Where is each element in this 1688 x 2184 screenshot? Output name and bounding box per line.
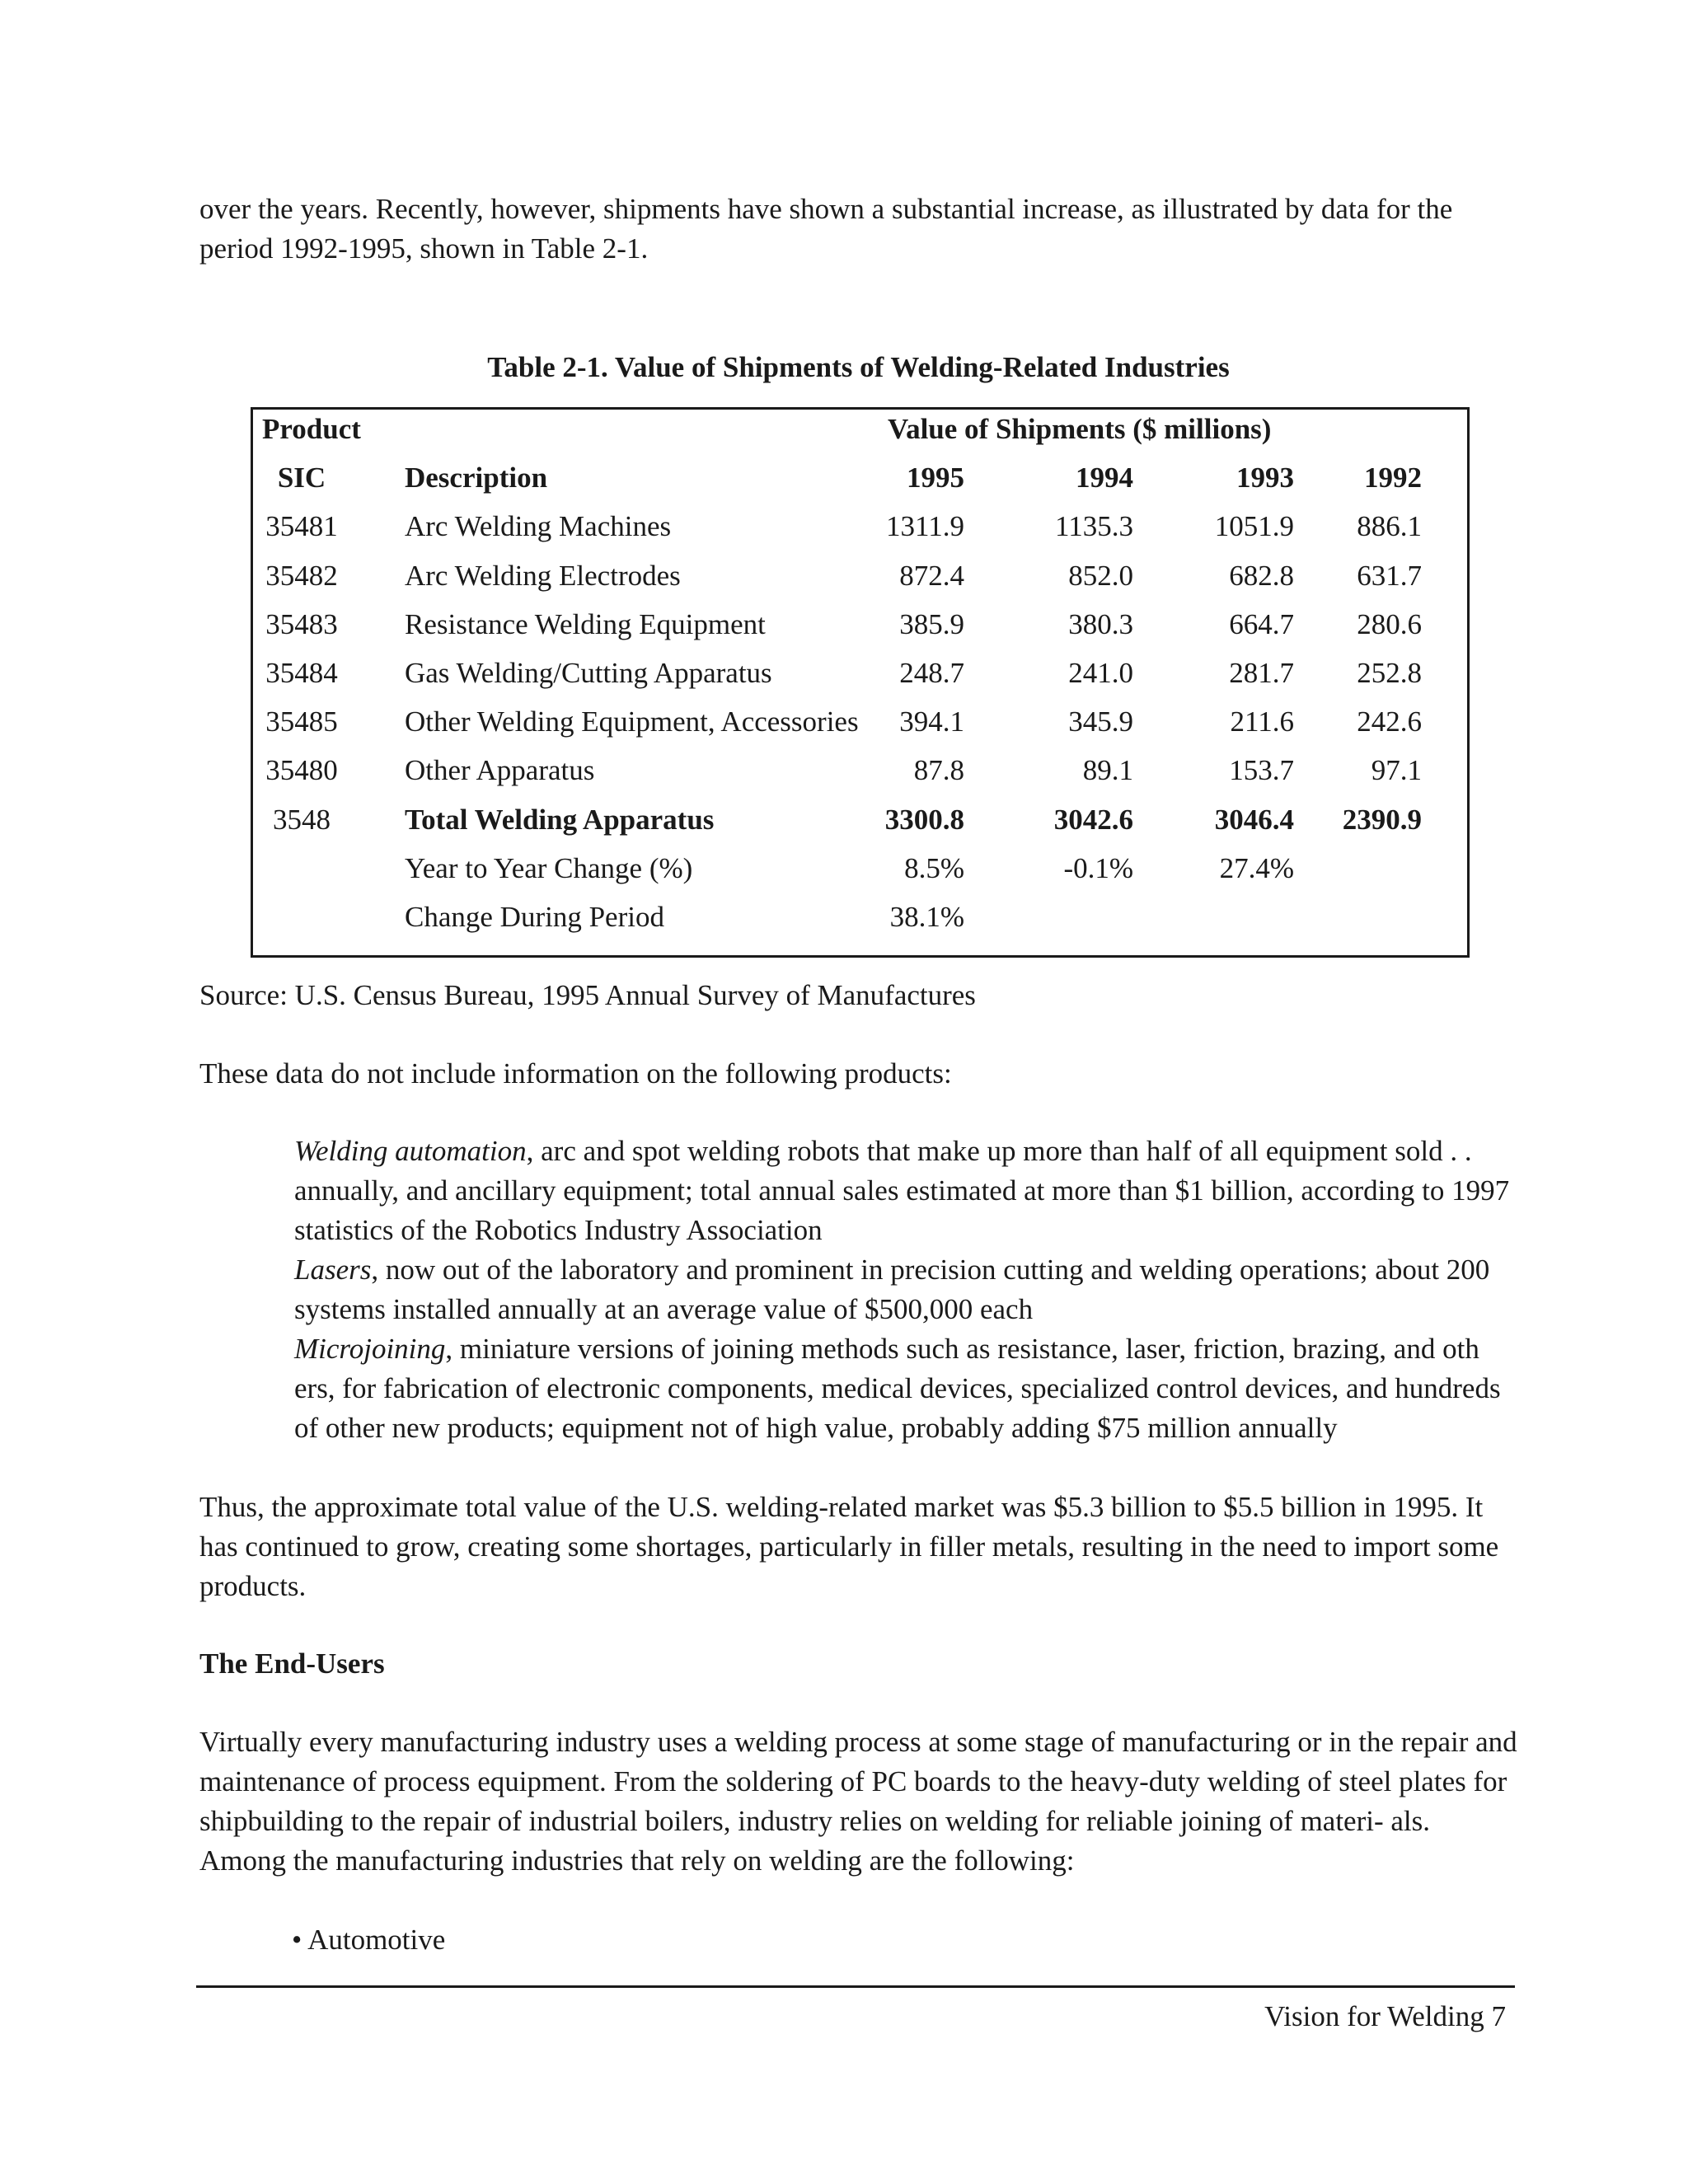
header-year-1992: 1992 xyxy=(1364,462,1422,494)
product-term: Lasers xyxy=(294,1254,372,1286)
row-sic: 35480 xyxy=(265,754,338,786)
period-description: Change During Period xyxy=(405,901,664,933)
product-term: Welding automation xyxy=(294,1135,527,1167)
row-value-1994: 89.1 xyxy=(1082,754,1133,786)
row-value-1995: 1311.9 xyxy=(886,510,964,542)
market-value-paragraph: Thus, the approximate total value of the U.S. welding-related market was $5.3 billion to $5.5 billion in 1995. It has continued to grow, creating some shortages, particularly in filler metals, resulting in the need to import some products. xyxy=(199,1491,1499,1602)
product-term: Microjoining xyxy=(294,1333,446,1365)
row-value-1992: 631.7 xyxy=(1357,560,1422,592)
header-year-1993: 1993 xyxy=(1236,462,1294,494)
row-value-1995: 872.4 xyxy=(899,560,964,592)
row-sic: 35483 xyxy=(265,608,338,640)
row-value-1995: 394.1 xyxy=(899,705,964,738)
row-value-1995: 385.9 xyxy=(899,608,964,640)
total-value-1992: 2390.9 xyxy=(1342,804,1422,836)
list-item xyxy=(294,1250,1522,1329)
row-value-1995: 248.7 xyxy=(899,657,964,689)
row-sic: 35481 xyxy=(265,510,338,542)
row-value-1994: 241.0 xyxy=(1068,657,1133,689)
row-description: Arc Welding Machines xyxy=(405,510,672,542)
row-value-1994: 345.9 xyxy=(1068,705,1133,738)
row-value-1993: 682.8 xyxy=(1229,560,1294,592)
header-year-1995: 1995 xyxy=(907,462,964,494)
header-description: Description xyxy=(405,462,548,494)
row-value-1992: 280.6 xyxy=(1357,608,1422,640)
product-text: , miniature versions of joining methods such as resistance, laser, friction, brazing, and oth ers, for fabrication of electronic components, medical devices, specialized control devices, and hundreds of other new products; equipment not of high value, probably adding $75 million annually xyxy=(294,1333,1501,1444)
page-footer: Vision for Welding 7 xyxy=(1264,2000,1506,2032)
total-sic: 3548 xyxy=(273,804,331,836)
section-heading: The End-Users xyxy=(199,1647,385,1680)
header-year-1994: 1994 xyxy=(1076,462,1133,494)
row-value-1993: 153.7 xyxy=(1229,754,1294,786)
yoy-description: Year to Year Change (%) xyxy=(405,852,693,884)
row-sic: 35484 xyxy=(265,657,338,689)
row-description: Resistance Welding Equipment xyxy=(405,608,766,640)
header-sic: SIC xyxy=(277,462,326,494)
row-value-1993: 664.7 xyxy=(1229,608,1294,640)
total-value-1994: 3042.6 xyxy=(1053,804,1133,836)
source-note: Source: U.S. Census Bureau, 1995 Annual Survey of Manufactures xyxy=(199,979,976,1011)
product-text: , now out of the laboratory and prominent in precision cutting and welding operations; about 200 systems installed annually at an average value of $500,000 each xyxy=(294,1254,1490,1325)
row-value-1992: 242.6 xyxy=(1357,705,1422,738)
footer-rule xyxy=(196,1985,1515,1988)
table-title: Table 2-1. Value of Shipments of Welding-Related Industries xyxy=(487,351,1230,383)
row-description: Other Apparatus xyxy=(405,754,595,786)
list-item xyxy=(294,1329,1522,1448)
end-users-paragraph: Virtually every manufacturing industry uses a welding process at some stage of manufacturing or in the repair and maintenance of process equipment. From the soldering of PC boards to the heavy-duty welding of steel plates for shipbuilding to the repair of industrial boilers, industry relies on welding for reliable joining of materi- als. Among the manufacturing industries that rely on welding are the following: xyxy=(199,1726,1517,1877)
yoy-value-1994: -0.1% xyxy=(1063,852,1133,884)
row-value-1994: 380.3 xyxy=(1068,608,1133,640)
product-text: , arc and spot welding robots that make up more than half of all equipment sold . . annually, and ancillary equipment; total annual sales estimated at more than $1 billion, according to 1997 statistics of the Robotics Industry Association xyxy=(294,1135,1510,1246)
intro-paragraph: over the years. Recently, however, shipments have shown a substantial increase, as illustrated by data for the period 1992-1995, shown in Table 2-1. xyxy=(199,193,1453,265)
industry-list-item: • Automotive xyxy=(292,1924,446,1956)
excluded-products-list xyxy=(294,1132,1522,1448)
list-item xyxy=(294,1132,1522,1250)
total-description: Total Welding Apparatus xyxy=(405,804,715,836)
yoy-value-1995: 8.5% xyxy=(904,852,964,884)
total-value-1995: 3300.8 xyxy=(884,804,964,836)
row-description: Other Welding Equipment, Accessories xyxy=(405,705,859,738)
row-sic: 35485 xyxy=(265,705,338,738)
row-description: Gas Welding/Cutting Apparatus xyxy=(405,657,772,689)
header-product: Product xyxy=(262,413,361,445)
row-value-1992: 252.8 xyxy=(1357,657,1422,689)
row-value-1993: 281.7 xyxy=(1229,657,1294,689)
row-sic: 35482 xyxy=(265,560,338,592)
exclusions-intro: These data do not include information on the following products: xyxy=(199,1057,952,1090)
period-value-1995: 38.1% xyxy=(889,901,964,933)
row-value-1992: 886.1 xyxy=(1357,510,1422,542)
total-value-1993: 3046.4 xyxy=(1214,804,1294,836)
row-description: Arc Welding Electrodes xyxy=(405,560,681,592)
header-value-of-shipments: Value of Shipments ($ millions) xyxy=(888,413,1272,445)
row-value-1994: 852.0 xyxy=(1068,560,1133,592)
row-value-1993: 1051.9 xyxy=(1214,510,1294,542)
row-value-1992: 97.1 xyxy=(1371,754,1422,786)
row-value-1995: 87.8 xyxy=(913,754,964,786)
row-value-1993: 211.6 xyxy=(1230,705,1294,738)
yoy-value-1993: 27.4% xyxy=(1219,852,1294,884)
row-value-1994: 1135.3 xyxy=(1055,510,1133,542)
